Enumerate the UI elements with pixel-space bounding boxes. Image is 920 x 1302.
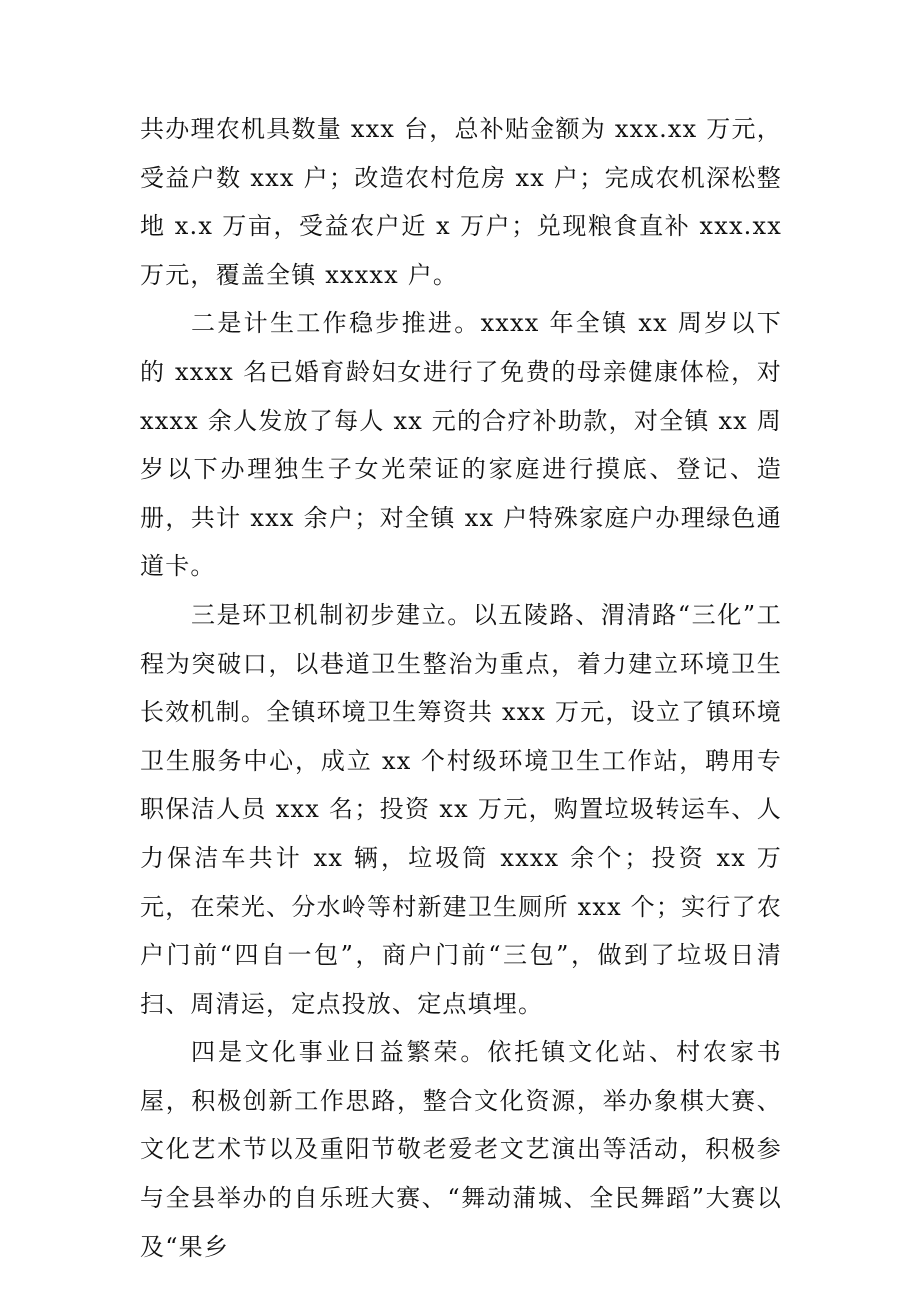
paragraph-sanitation: 三是环卫机制初步建立。以五陵路、渭清路“三化”工程为突破口，以巷道卫生整治为重点，着力建立环境卫生长效机制。全镇环境卫生筹资共 xxx 万元，设立了镇环境卫生服务中心，成立 xx 个村级环境卫生工作站，聘用专职保洁人员 xxx 名；投资 xx 万元，购置垃圾转运车、人力保洁车共计 xx 辆，垃圾筒 xxxx 余个；投资 xx 万元，在荣光、分水岭等村新建卫生厕所 xxx 个；实行了农户门前“四自一包”，商户门前“三包”，做到了垃圾日清扫、周清运，定点投放、定点填埋。 (140, 600, 782, 1018)
document-body (140, 105, 782, 1271)
paragraph-family-planning: 二是计生工作稳步推进。xxxx 年全镇 xx 周岁以下的 xxxx 名已婚育龄妇女进行了免费的母亲健康体检，对 xxxx 余人发放了每人 xx 元的合疗补助款，对全镇 xx 周岁以下办理独生子女光荣证的家庭进行摸底、登记、造册，共计 xxx 余户；对全镇 xx 户特殊家庭户办理绿色通道卡。 (140, 309, 782, 581)
paragraph-continuation: 共办理农机具数量 xxx 台，总补贴金额为 xxx.xx 万元，受益户数 xxx 户；改造农村危房 xx 户；完成农机深松整地 x.x 万亩，受益农户近 x 万户；兑现粮食直补 xxx.xx 万元，覆盖全镇 xxxxx 户。 (140, 115, 782, 289)
paragraph-culture: 四是文化事业日益繁荣。依托镇文化站、村农家书屋，积极创新工作思路，整合文化资源，举办象棋大赛、文化艺术节以及重阳节敬老爱老文艺演出等活动，积极参与全县举办的自乐班大赛、“舞动蒲城、全民舞蹈”大赛以及“果乡 (140, 1038, 782, 1261)
